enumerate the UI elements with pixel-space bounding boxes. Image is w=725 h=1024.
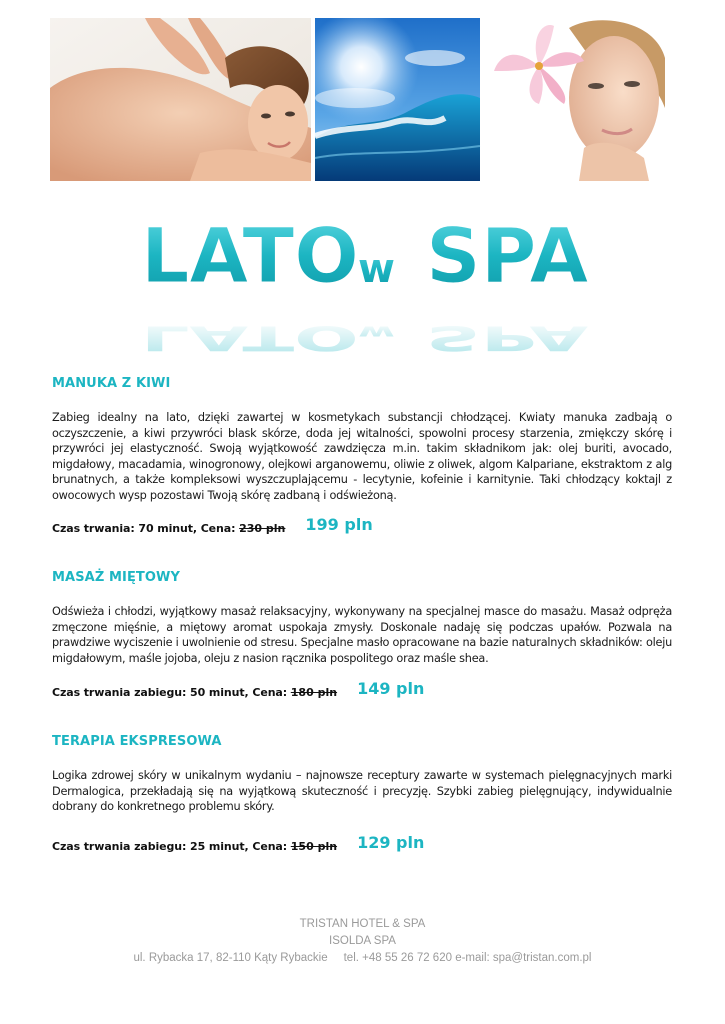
title-graphic: [133, 211, 593, 359]
duration-price-label: Czas trwania: 70 minut, Cena:: [52, 522, 240, 535]
wave-photo-image: [315, 18, 480, 181]
new-price: 199 pln: [305, 515, 373, 534]
old-price: 150 pln: [290, 840, 338, 853]
treatment-mint-massage: [52, 570, 672, 699]
massage-photo: [50, 18, 311, 181]
title-part2-reflection: w: [357, 321, 395, 343]
title-part1: LATO: [140, 211, 359, 300]
new-price: 129 pln: [357, 833, 425, 852]
footer-contact-line: [0, 950, 725, 967]
duration-price-label: Czas trwania zabiegu: 50 minut, Cena:: [52, 686, 291, 699]
treatment-description: Odświeża i chłodzi, wyjątkowy masaż relaksacyjny, wykonywany na specjalnej masce do masażu. Masaż odpręża zmęczone mięśnie, a miętowy aromat uspokaja zmysły. Doskonale nadaję się podczas upałów. Pozwala na prawdziwe wyciszenie i uwolnienie od stresu. Specjalne masło opracowane na bazie naturalnych składników: oleju migdałowym, maśle jojoba, oleju z nasion rącznika pospolitego oraz maśle shea.: [52, 605, 672, 665]
old-price: 180 pln: [290, 686, 338, 699]
treatment-name: MASAŻ MIĘTOWY: [52, 570, 180, 585]
wave-photo: [315, 18, 480, 181]
footer-spa-name: ISOLDA SPA: [329, 935, 396, 947]
footer-contact: tel. +48 55 26 72 620 e-mail: spa@tristan.com.pl: [343, 952, 592, 964]
new-price: 149 pln: [357, 679, 425, 698]
treatment-name: MANUKA Z KIWI: [52, 376, 171, 391]
old-price: 230 pln: [239, 522, 286, 535]
title-part3-reflection: SPA: [425, 318, 588, 359]
title-part2: w: [357, 246, 395, 292]
footer-hotel-name: TRISTAN HOTEL & SPA: [299, 918, 426, 930]
page-title: [0, 211, 725, 359]
footer-address: ul. Rybacka 17, 82-110 Kąty Rybackie: [133, 952, 328, 964]
face-photo: [484, 18, 665, 181]
treatment-description: Logika zdrowej skóry w unikalnym wydaniu – najnowsze receptury zawarte w systemach pielęgnacyjnych marki Dermalogica, przekładają się na wyjątkową skuteczność i precyzję. Szybki zabieg pielęgnujący, indywidualnie dobrany do konkretnego problemu skóry.: [52, 769, 672, 814]
duration-price-label: Czas trwania zabiegu: 25 minut, Cena:: [52, 840, 291, 853]
treatment-name: TERAPIA EKSPRESOWA: [52, 734, 222, 749]
price-line: [52, 835, 424, 854]
price-line: [52, 681, 424, 700]
massage-photo-image: [50, 18, 311, 181]
title-part3: SPA: [425, 211, 588, 300]
treatment-express-therapy: [52, 734, 672, 853]
footer: [0, 916, 725, 967]
face-photo-image: [484, 18, 665, 181]
treatment-manuka: [52, 376, 672, 535]
price-line: [52, 517, 373, 536]
treatment-description: Zabieg idealny na lato, dzięki zawartej w kosmetykach substancji chłodzącej. Kwiaty manuka zadbają o oczyszczenie, a kiwi przywróci blask skórze, doda jej witalności, spowolni procesy starzenia, zmiękczy skórę i przywróci jej elastyczność. Swoją wyjątkowość zawdzięcza m.in. takim składnikom jak: olej buriti, avocado, migdałowy, macadamia, winogronowy, olejkowi arganowemu, oliwie z oliwek, algom Kalpariane, ekstraktom z alg brunatnych, a także kompleksowi wyszczuplającemu - lecytynie, kofeinie i karnitynie. Taki chłodzący koktajl z owocowych wysp pozostawi Twoją skórę zadbaną i odświeżoną.: [52, 411, 672, 502]
title-part1-reflection: LATO: [140, 318, 359, 359]
